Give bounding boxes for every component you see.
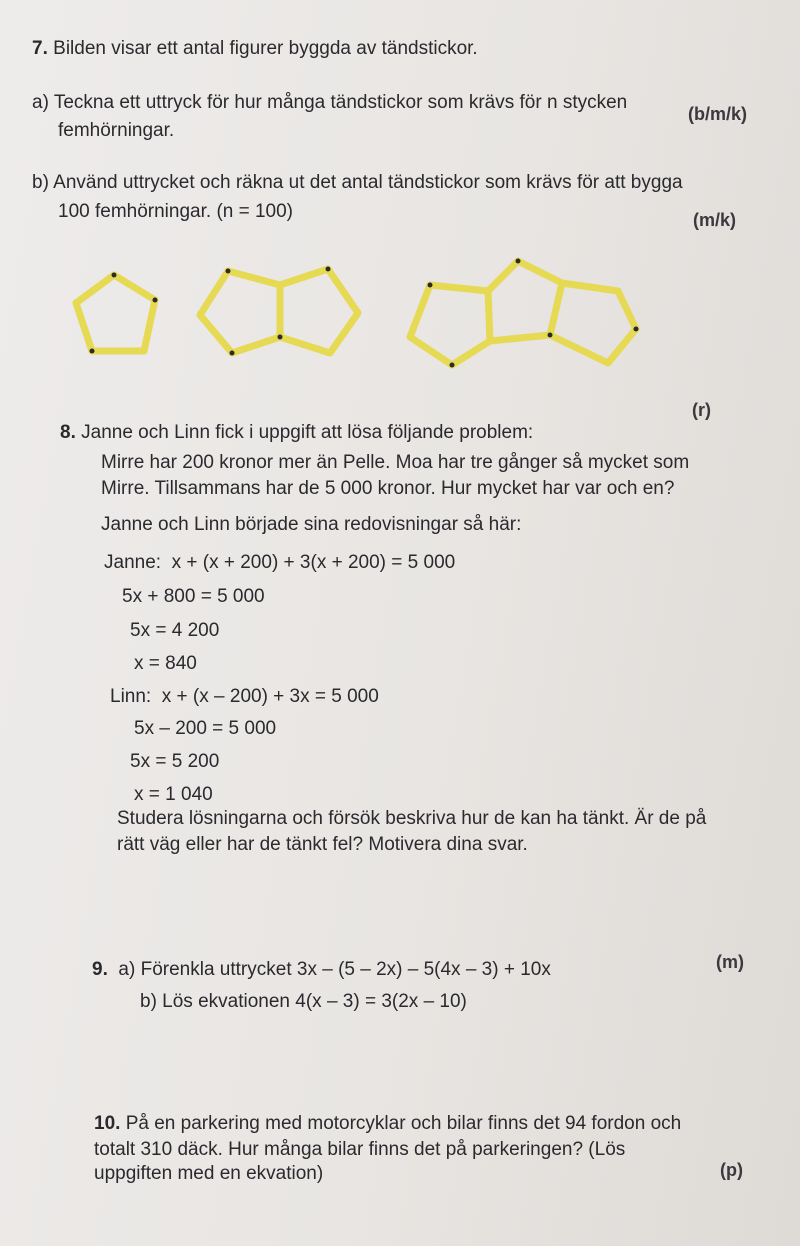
matchstick — [232, 337, 280, 353]
matchstick — [488, 261, 518, 291]
q7a-text: Teckna ett uttryck för hur många tändstickor som krävs för n stycken — [53, 92, 628, 113]
q7b-label: b) — [32, 172, 49, 193]
q7-intro — [32, 38, 478, 61]
janne-equation-4: x = 840 — [134, 653, 197, 674]
matchstick — [608, 329, 636, 363]
q10-line1-text: På en parkering med motorcyklar och bilar finns det 94 fordon och — [125, 1113, 682, 1134]
janne-label: Janne: — [104, 552, 162, 573]
q8-intro-text: Janne och Linn fick i uppgift att lösa följande problem: — [81, 422, 534, 443]
q10-line3: uppgiften med en ekvation) — [94, 1163, 324, 1184]
q10-line1 — [94, 1113, 681, 1136]
q9-level: (m) — [716, 952, 744, 972]
q10-number: 10. — [94, 1113, 121, 1134]
matchstick-figures — [60, 255, 660, 385]
match-head — [516, 259, 521, 264]
matchstick — [114, 275, 155, 300]
matchstick — [76, 303, 92, 351]
matchstick — [550, 283, 562, 335]
match-head — [153, 298, 158, 303]
q8-number: 8. — [60, 422, 76, 443]
janne-equation-3: 5x = 4 200 — [130, 620, 220, 641]
q9-number: 9. — [92, 959, 108, 980]
q7b-text: Använd uttrycket och räkna ut det antal tändstickor som krävs för att bygga — [53, 172, 683, 193]
q9-b-text: b) Lös ekvationen 4(x – 3) = 3(2x – 10) — [140, 991, 467, 1012]
q9-a-text: a) Förenkla uttrycket 3x – (5 – 2x) – 5(4x – 3) + 10x — [118, 959, 551, 980]
match-head — [450, 363, 455, 368]
matchstick — [410, 285, 430, 337]
q8-start-text: Janne och Linn började sina redovisningar så här: — [101, 514, 522, 535]
match-head — [226, 269, 231, 274]
matchstick — [280, 337, 330, 353]
match-head — [634, 327, 639, 332]
matchstick — [200, 271, 228, 315]
q7-intro-text: Bilden visar ett antal figurer byggda av tändstickor. — [53, 38, 478, 59]
matchstick — [452, 341, 490, 365]
q7a-level: (b/m/k) — [688, 104, 748, 124]
q7-number: 7. — [32, 38, 48, 59]
linn-equation-4: x = 1 040 — [134, 784, 213, 805]
janne-equation-2: 5x + 800 = 5 000 — [122, 586, 265, 607]
matchstick — [228, 271, 280, 285]
matchstick — [200, 315, 232, 353]
matchstick — [562, 283, 618, 291]
matchstick — [410, 337, 452, 365]
matchstick — [328, 269, 358, 313]
matchstick — [618, 291, 636, 329]
match-head — [278, 335, 283, 340]
janne-line1 — [104, 552, 455, 575]
matchstick — [550, 335, 608, 363]
q10-line2: totalt 310 däck. Hur många bilar finns det på parkeringen? (Lös — [94, 1139, 626, 1160]
q7b-level: (m/k) — [693, 210, 737, 230]
match-head — [548, 333, 553, 338]
q8-intro — [60, 422, 533, 445]
matchstick — [430, 285, 488, 291]
match-head — [112, 273, 117, 278]
linn-equation-3: 5x = 5 200 — [130, 751, 220, 772]
q7b-line2: 100 femhörningar. (n = 100) — [58, 201, 294, 222]
matchstick — [490, 335, 550, 341]
match-head — [230, 351, 235, 356]
linn-equation-1: x + (x – 200) + 3x = 5 000 — [161, 686, 379, 707]
q8-task-line1: Studera lösningarna och försök beskriva hur de kan ha tänkt. Är de på — [117, 808, 707, 829]
match-head — [90, 349, 95, 354]
q7a-label: a) — [32, 92, 49, 113]
q8-problem-line1: Mirre har 200 kronor mer än Pelle. Moa har tre gånger så mycket som — [101, 452, 690, 473]
matchstick — [518, 261, 562, 283]
q7b-line1 — [32, 172, 683, 195]
q8-task-line2: rätt väg eller har de tänkt fel? Motivera dina svar. — [117, 834, 528, 855]
figure-three-pentagons — [410, 259, 639, 368]
match-head — [326, 267, 331, 272]
linn-label: Linn: — [110, 686, 152, 707]
linn-equation-2: 5x – 200 = 5 000 — [134, 718, 277, 739]
q9-a — [92, 959, 551, 982]
matchstick — [280, 269, 328, 285]
q8-problem-line2: Mirre. Tillsammans har de 5 000 kronor. Hur mycket har var och en? — [101, 478, 675, 499]
linn-line1 — [110, 686, 379, 709]
matchstick — [76, 275, 114, 303]
figure-one-pentagon — [76, 273, 158, 354]
janne-equation-1: x + (x + 200) + 3(x + 200) = 5 000 — [171, 552, 456, 573]
q8-level: (r) — [692, 400, 711, 420]
matchstick — [330, 313, 358, 353]
match-head — [428, 283, 433, 288]
matchstick — [488, 291, 490, 341]
q7a-line1 — [32, 92, 627, 115]
q7a-line2: femhörningar. — [58, 120, 175, 141]
matchstick — [144, 300, 155, 351]
q10-level: (p) — [720, 1160, 743, 1180]
figure-two-pentagons — [200, 267, 358, 356]
